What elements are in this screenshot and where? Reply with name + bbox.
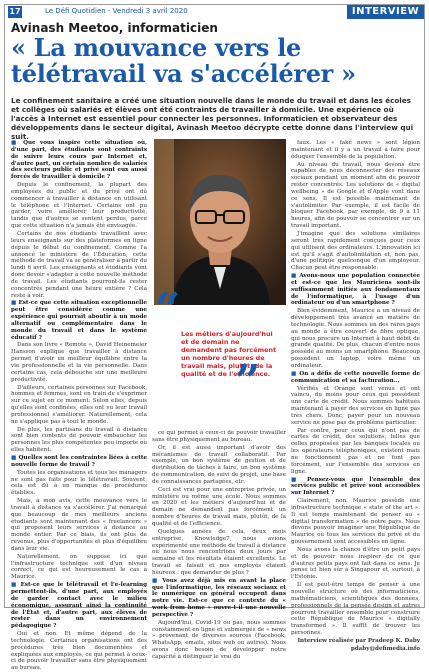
interview-paragraph: Dans son livre « Remote », David Heinemeier Hansson explique que travailler à distance permet d'avoir un meilleur équilibre entre la vie professionnelle et la vie personnelle. Dans certains cas, cela débouche sur une meilleure productivité. <box>11 342 147 383</box>
interview-paragraph: faux. Les « fake news » sont légion maintenant et il y a un travail à faire pour éduquer l'ensemble de la population. <box>291 140 420 160</box>
article-column-left <box>11 140 148 672</box>
article-column-middle <box>152 430 286 660</box>
article-lead: Le confinement sanitaire a créé une situation nouvelle dans le monde du travail et dans les écoles et collèges où salariés et élèves ont été contraints de travailler à domicile. Une expérience où l'accès à Internet est essentiel pour connecter les personnes. Informaticien et observateur des développements dans le secteur digital, Avinash Meetoo décrypte cette donne dans l'interview qui suit. <box>11 96 414 141</box>
interview-paragraph: Certains de nos étudiants travaillent avec leurs enseignants sur des plateformes en ligne depuis le début du confinement. Comme l'a annoncé le ministère de l'Éducation, cette méthode de travail va se généraliser à partir du lundi 6 avril. Les enseignants et étudiants vont donc devoir s'adapter à cette nouvelle méthode de travail. Les étudiants pourront-ils rester concentrés pendant une heure entière ? Cela reste à voir. <box>11 230 147 299</box>
interview-paragraph: Nous avons la chance d'être un petit pays et de pouvoir nous inspirer de ce que d'autres petits pays ont fait dans ce sens. Je pense ici bien sûr à Singapour et, surtout, à l'Estonie. <box>291 546 420 581</box>
interview-paragraph: Naturellement, on suppose ici que l'infrastructure technique soit d'un niveau correct, ce qui est heureusement le cas à Maurice. <box>11 553 147 581</box>
interview-question: ■ Que vous inspire cette situation où, d'une part, des étudiants sont contraints de suivre leurs cours par Internet et, d'autre part, un certain nombre de salariés des secteurs public et privé sont eux aussi forcés de travailler à domicile ? <box>11 140 147 181</box>
signature-email: pdaby@defimedia.info <box>350 645 420 652</box>
interview-paragraph: Ceci est vrai pour une entreprise privée, un ministère ou même une école. Nous sommes en 2020 et les métiers d'aujourd'hui et de demain ne demandent pas forcément un nombre d'heures de travail mais, plutôt, de la qualité et de l'efficience. <box>152 486 286 527</box>
interview-paragraph: Depuis le confinement, la plupart des employées du public et du privé ont dû commencer à travailler à distance en utilisant le téléphone et l'Internet. Certains ont pu garder, voire améliorer leur productivité, tandis que d'autres se sentent perdus, parce que cette situation n'a jamais été envisagée. <box>11 182 147 230</box>
pull-quote: Les métiers d'aujourd'hui et de demain ne demandent pas forcément un nombre d'heures de travail mais, plutôt, de la qualité et de l'efficience. <box>181 330 277 378</box>
interview-question: ■ Pensez-vous que l'ensemble des services public et privé sont accessibles sur Internet ? <box>291 477 420 498</box>
interview-paragraph: ce qui permet à ceux-ci de pouvoir travailler sans être physiquement au bureau. <box>152 430 286 443</box>
interview-paragraph: Par contre, pour ceux qui n'ont pas de cartes de crédit, des solutions, telles que celles proposées par les banques locales ou les opérateurs téléphoniques, existent mais ne fonctionnent pas et ne font pas forcément, sur l'ensemble des services en ligne. <box>291 427 420 475</box>
interview-question: ■ Est-ce que le télétravail et l'e-learning permettent-ils, d'une part, aux employés de garder contact avec le milieu économique, assurant ainsi la continuité de l'État et, d'autre part, aux élèves de rester dans un environnement pédagogique ? <box>11 582 147 630</box>
interview-paragraph: J'imagine que des solutions similaires seront très rapidement conçues pour ceux qui utilisent des ordinateurs. L'innovation ici est qu'il s'agit d'autolimitation et, non pas, d'une politique quelconque d'un employeur. Chacun peut être responsable. <box>291 230 420 272</box>
interview-paragraph: Oui et non. Et même dépend de la technologie. Certaines organisations ont des procédures très bien documentées et expliquées aux employés, ce qui permet à ceux-ci de pouvoir travailler sans être physiquement au bureau. <box>11 631 147 672</box>
close-quote-icon: ” <box>235 356 261 407</box>
interview-paragraph: Quelques années de cela, deux mois entreprise, Knowledge7, nous avions expérimenté une méthode de travail à distance où nous nous rencontrions deux jours par semaine et les résultats étaient excellents. Le travail se faisait et nos employés étaient heureux : que demander de plus ? <box>152 528 286 576</box>
page-number: 17 <box>9 7 21 16</box>
interview-question: ■ Quelles sont les contraintes liées à cette nouvelle forme de travail ? <box>11 455 147 469</box>
publication-line: Le Défi Quotidien - Vendredi 3 avril 2020 <box>45 7 188 15</box>
right-column-body <box>291 140 420 637</box>
interview-paragraph: Toutes les organisations et tous les managers ne sont pas faits pour le télétravail. Souvent, cela est dû à un manque de procédures établies. <box>11 469 147 497</box>
interview-paragraph: Bien évidemment, Maurice a un niveau de développement très avancé en matière de technologie. Nous sommes un des rares pays au monde à être couvert de fibre optique, qui nous procure un Internet à haut débit de grande qualité. De plus, chacun d'entre nous possède au moins un smartphone. Beaucoup possèdent un laptop, voire même un ordinateur. <box>291 308 420 369</box>
interview-paragraph: Mais, à mon avis, cette mouvance vers le travail à distance va s'accélérer. J'ai remarqué que beaucoup de mes meilleurs anciens étudiants sont maintenant des « freelancers » qui proposent leurs services à distance au monde entier. Par ce biais, ils ont plus de revenus, plus d'opportunités et plus d'équilibre dans leur vie. <box>11 498 147 552</box>
interview-question: ■ Est-ce que cette situation exceptionnelle peut être considérée comme une expérience qui pourrait aboutir à un mode alternatif ou complémentaire dans le monde du travail et dans le système éducatif ? <box>11 300 147 341</box>
interview-paragraph: Vérifiés et Orange sont venus et ont vaincu, du moins pour ceux qui possèdent une carte de crédit. Nous sommes habitués maintenant à payer des services en ligne pas très chers. Donc, payer pour un nouveau service ne pose pas de problème particulier. <box>291 385 420 426</box>
open-quote-icon: “ <box>155 284 181 335</box>
interview-paragraph: Or, il est aussi important d'avoir des mécanismes de travail collaboratif. Par exemple, un bon système de gestion et de distribution de tâches à faire, un bon système de communication, de suivi de projet, une base de connaissances partagées, etc. <box>152 444 286 485</box>
interview-question: ■ Avons-nous une population connectée et est-ce que les Mauriciens sont-ils suffisamment initiés aux fondamentaux de l'informatique, à l'usage d'un ordinateur ou d'un smartphone ? <box>291 273 420 307</box>
interview-paragraph: Aujourd'hui, Covid-19 ou pas, nous sommes constamment en ligne et submergés de « news » provenant de diverses sources (Facebook, WhatsApp, emails, sites web ou autres). Nous avons donc besoin de développer notre capacité à distinguer le vrai du <box>152 619 286 660</box>
article-title: « La mouvance vers le télétravail va s'accélérer » <box>11 33 356 88</box>
portrait-image <box>154 139 286 305</box>
interview-paragraph: D'ailleurs, certaines personnes sur Facebook, hommes et femmes, sont en train de s'exprimer sur ce sujet en ce moment. Selon elles, depuis qu'elles sont confinées, elles ont vu leur travail professionnel s'améliorer. Naturellement, cela ne s'applique pas à tout le monde. <box>11 384 147 425</box>
interview-paragraph: De plus, les partisans du travail à distance sont bien contents de pouvoir embaucher les personnes les plus compétentes peu importe où elles habitent. <box>11 426 147 454</box>
portrait-photo <box>154 139 286 305</box>
signature-author: Interview réalisée par Pradeep K. Daby <box>297 637 420 644</box>
article-column-right <box>291 140 420 652</box>
interview-question: ■ On a défis de cette nouvelle forme de communication et sa facturation... <box>291 371 420 385</box>
interview-paragraph: Au niveau du travail, nous devons être capables de nous déconnecter des réseaux sociaux pendant un moment afin de pouvoir rester concentrés. Les solutions de « digital wellbeing » de Google et d'Apple vont dans ce sens. Il est possible maintenant de s'autolimiter. Par exemple, il est facile de bloquer Facebook, par exemple, de 9 à 11 heures, afin de pouvoir se concentrer sur un travail important. <box>291 161 420 230</box>
page-header <box>5 5 424 20</box>
interview-question: ■ Vous avez déjà mis en avant la place que l'informatique, les réseaux sociaux et le numérique en général occupent dans notre vie. Est-ce que ce contexte du « work from home » ouvre-t-il une nouvelle perspective ? <box>152 578 286 619</box>
article-kicker: Avinash Meetoo, informaticien <box>11 21 218 35</box>
interview-paragraph: Il est peut-être temps de penser à une nouvelle structure où des informaticiens, mathématiciens, scientifiques des données, professionnels de la pensée design et autres pourront travailler ensemble pour construire cette République de Maurice « digitally transformed ». Il suffit de trouver les personnes. <box>291 582 420 637</box>
interview-paragraph: Clairement, non. Maurice possède une infrastructure technique « state of the art ». Il est temps maintenant de penser au « digital transformation » de notre pays. Nous devons pouvoir imaginer une République de Maurice où tous les services du privé et du gouvernement sont accessibles en ligne. <box>291 498 420 546</box>
section-label: INTERVIEW <box>347 5 424 19</box>
newspaper-page <box>4 4 425 672</box>
